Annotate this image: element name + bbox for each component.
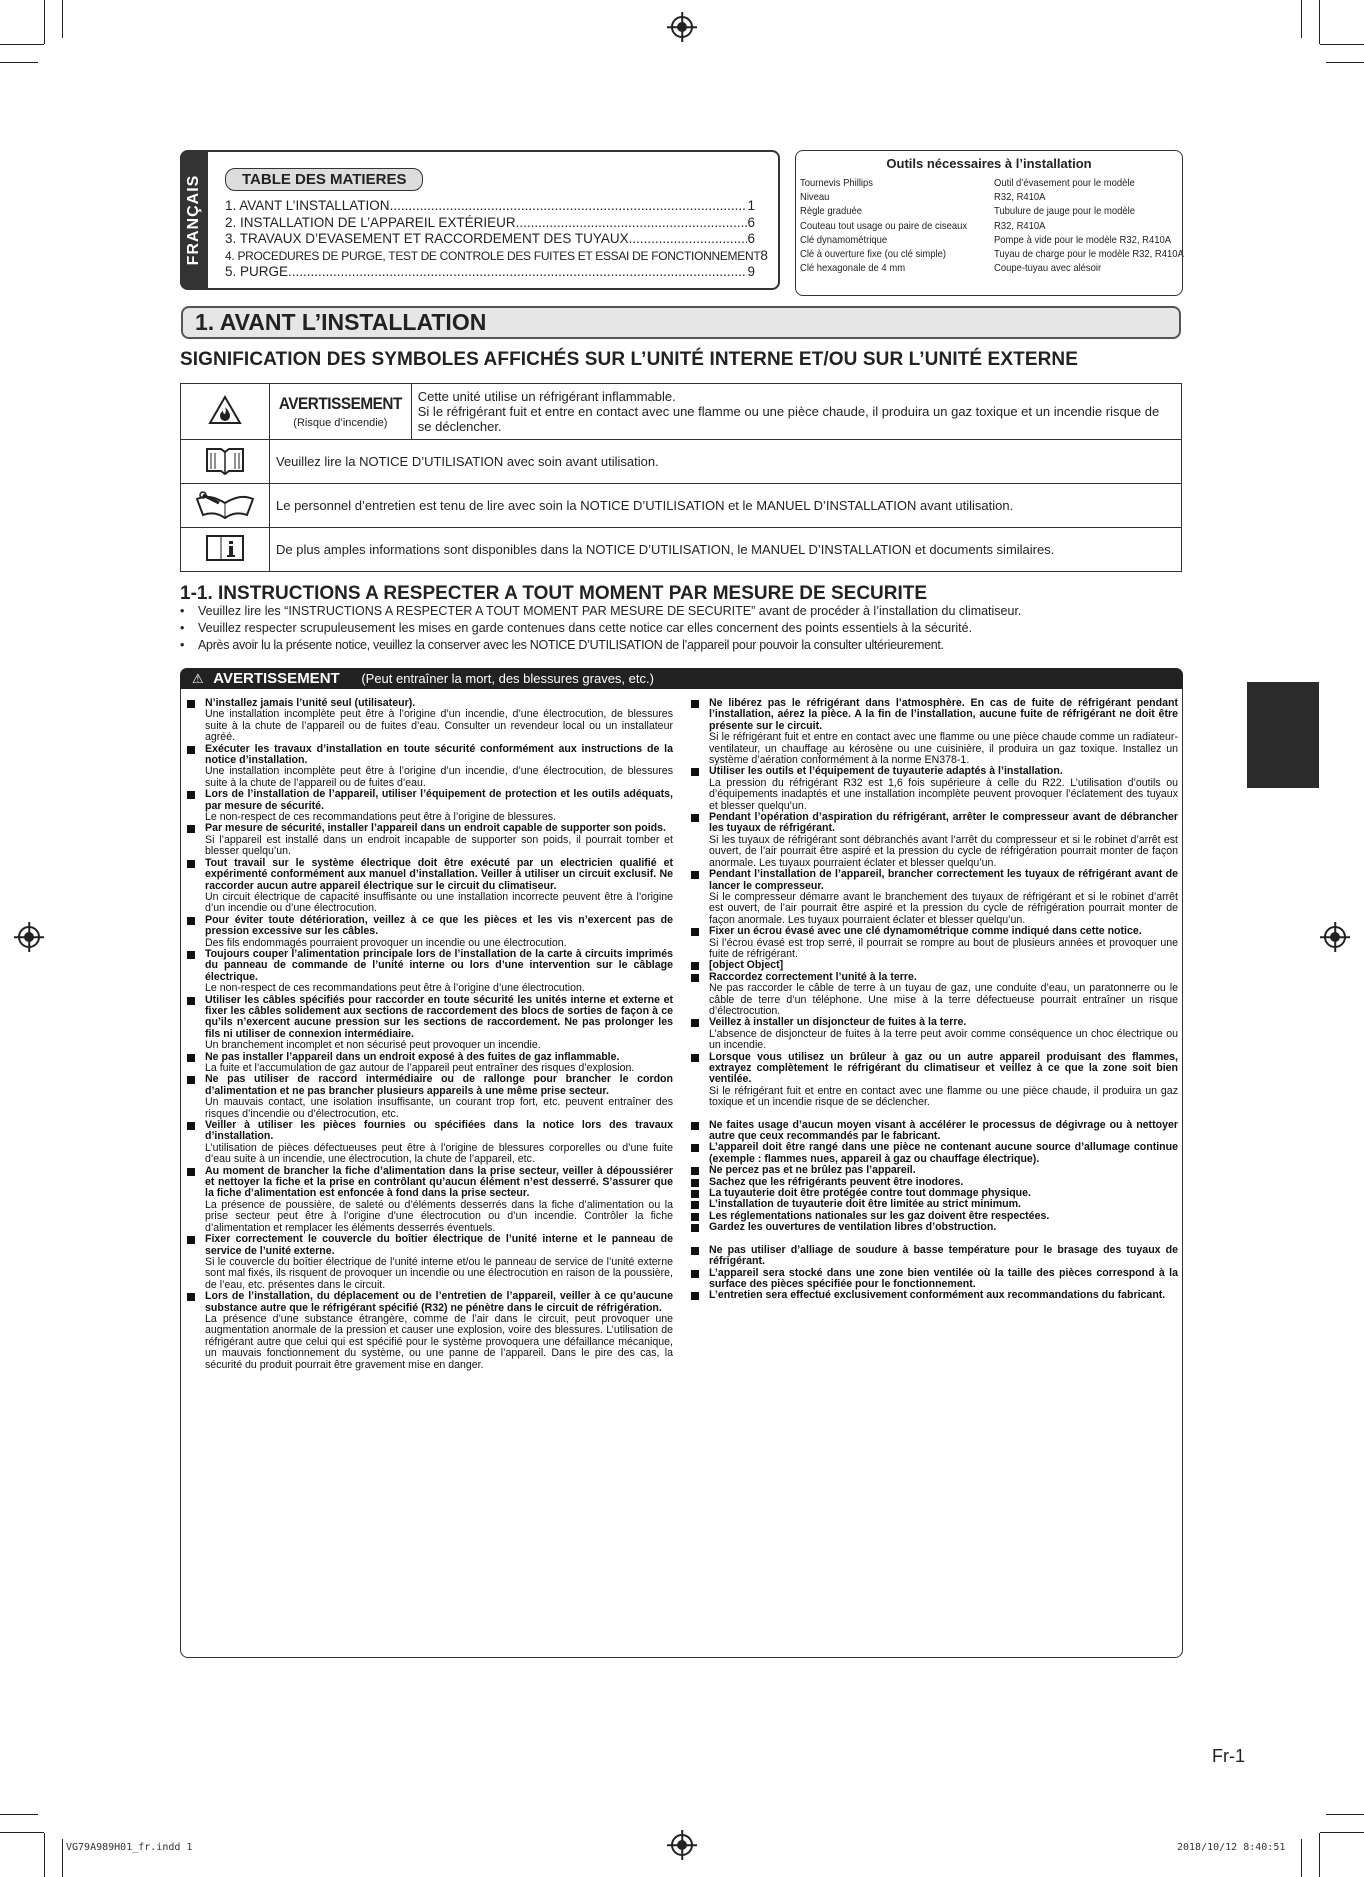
toc-item[interactable]: 4. PROCEDURES DE PURGE, TEST DE CONTROLE DES FUITES ET ESSAI DE FONCTIONNEMENT 8 xyxy=(225,247,768,263)
toc-item[interactable]: 3. TRAVAUX D’EVASEMENT ET RACCORDEMENT DES TUYAUX ..... 6 xyxy=(225,231,755,248)
list-item xyxy=(185,1052,673,1075)
info-icon xyxy=(181,528,270,572)
section-subtitle: SIGNIFICATION DES SYMBOLES AFFICHÉS SUR L’UNITÉ INTERNE ET/OU SUR L’UNITÉ EXTERNE xyxy=(180,349,1079,370)
warning-item-text: Si le réfrigérant fuit et entre en contact avec une flamme ou une pièce chaude, il produira un gaz toxique et un incendie risque de se déclencher. xyxy=(709,1084,1178,1109)
crop-mark xyxy=(1320,1832,1364,1833)
warning-item-heading: Veiller à utiliser les pièces fournies ou spécifiées dans la notice lors des travaux d’installation. xyxy=(205,1119,673,1143)
warning-item-heading: Les réglementations nationales sur les gaz doivent être respectées. xyxy=(709,1209,1050,1222)
instruction-bullets xyxy=(180,603,1190,654)
tools-title: Outils nécessaires à l’installation xyxy=(886,156,1092,171)
list-item xyxy=(689,812,1178,869)
warning-item-heading: Pour éviter toute détérioration, veillez à ce que les pièces et les vis n’exercent pas de pression excessive sur les câbles. xyxy=(205,913,673,938)
warning-item-heading: L’appareil sera stocké dans une zone bien ventilée où la taille des pièces correspond à la surface des pièces spécifiée pour le fonctionnement. xyxy=(709,1266,1178,1290)
warning-item-heading: Ne faites usage d’aucun moyen visant à accélérer le processus de dégivrage ou à nettoyer autre que ceux recommandés par le fabricant. xyxy=(709,1118,1178,1143)
list-item xyxy=(689,698,1178,766)
list-item xyxy=(689,926,1178,960)
toc-list xyxy=(225,198,768,281)
list-item xyxy=(185,1120,673,1166)
list-item xyxy=(185,949,673,995)
warning-item-text: Un circuit électrique de capacité insuffisante ou une installation incorrecte peuvent être à l’origine d’un incendie ou d’une électrocution. xyxy=(205,890,673,915)
list-item xyxy=(185,823,673,857)
list-item xyxy=(185,995,673,1052)
warning-item-heading: Au moment de brancher la fiche d’alimentation dans la prise secteur, veiller à dépoussiérer et nettoyer la fiche et la prise en contrôlant qu’aucun élément n’est desserré. S’assurer que la fiche d’alimentation est enfoncée à fond dans la prise secteur. xyxy=(205,1164,673,1200)
list-item xyxy=(185,1166,673,1234)
warning-item-text: Des fils endommagés pourraient provoquer un incendie ou une électrocution. xyxy=(205,936,567,949)
list-item xyxy=(185,789,673,823)
warning-item-text: Un mauvais contact, une isolation insuffisante, un courant trop fort, etc. peuvent entraîner des risques d’incendie ou d’électrocution, etc. xyxy=(205,1096,673,1120)
warning-item-heading: Par mesure de sécurité, installer l’appareil dans un endroit capable de supporter son poids. xyxy=(205,822,666,835)
footer-datetime: 2018/10/12 8:40:51 xyxy=(1177,1842,1286,1853)
list-item: • Après avoir lu la présente notice, veuillez la conserver avec les NOTICE D’UTILISATION de l’appareil pour pouvoir la consulter ultérieurement. xyxy=(180,637,1190,654)
warning-item-heading: Gardez les ouvertures de ventilation libres d’obstruction. xyxy=(709,1221,997,1234)
warning-item-heading: Fixer correctement le couvercle du boîtier électrique de l’unité interne et le panneau de service de l’unité externe. xyxy=(205,1233,673,1257)
warning-item-heading: Fixer un écrou évasé avec une clé dynamométrique comme indiqué dans cette notice. xyxy=(709,925,1142,938)
warning-item-text: L’utilisation de pièces défectueuses peut être à l’origine de blessures corporelles ou d’une fuite d’eau suite à un incendie, une électrocution, la chute de l’appareil, etc. xyxy=(205,1141,673,1166)
list-item xyxy=(689,1120,1178,1143)
registration-mark-icon xyxy=(18,926,40,948)
symbols-table xyxy=(180,383,1182,572)
crop-mark xyxy=(0,62,38,63)
warning-item-text: La fuite et l’accumulation de gaz autour de l’appareil peut entraîner des risques d’explosion. xyxy=(205,1062,635,1074)
warning-item-text: Le non-respect de ces recommandations peut être à l’origine de blessures. xyxy=(205,811,556,824)
warning-item-heading: Tout travail sur le système électrique doit être exécuté par un electricien qualifié et expérimenté conformément aux manuel d’installation. Veiller à utiliser un circuit exclusif. Ne raccorder aucun autre appareil électrique sur le circuit du climatiseur. xyxy=(205,856,673,892)
crop-mark xyxy=(0,1832,44,1833)
crop-mark xyxy=(62,0,63,38)
warning-item-heading: Lors de l’installation de l’appareil, utiliser l’équipement de protection et les outils adéquats, par mesure de sécurité. xyxy=(205,788,673,812)
warning-left-column xyxy=(185,698,673,1371)
list-item xyxy=(689,1245,1178,1268)
registration-mark-icon xyxy=(671,1834,693,1856)
warning-item-text: Le non-respect de ces recommandations peut être à l’origine d’une électrocution. xyxy=(205,982,585,995)
warning-item-text: La pression du réfrigérant R32 est 1,6 fois supérieure à celle du R22. L’utilisation d’outils ou d’équipements inadaptés et une installation incomplète peuvent provoquer l’éclatement des tuyaux et blesser quelqu’un. xyxy=(709,776,1178,812)
warning-item-heading: Utiliser les câbles spécifiés pour raccorder en toute sécurité les unités interne et externe et fixer les câbles solidement aux sections de raccordement des blocs de sorties de façon à ce qu’ils n’exercent aucune pression sur les sections de raccordement. Ne pas prolonger les fils ni utiliser de connexion intermédiaire. xyxy=(205,993,673,1040)
warning-item-heading: [object Object] xyxy=(709,959,784,972)
toc-item[interactable]: 1. AVANT L’INSTALLATION ..... 1 xyxy=(225,198,755,215)
list-item xyxy=(185,1291,673,1371)
tools-right-list: Outil d’évasement pour le modèle R32, R410A Tubulure de jauge pour le modèle R32, R410A Pompe à vide pour le modèle R32, R410A Tuyau de charge pour le modèle R32, R410A Coupe-tuyau avec alésoir xyxy=(994,177,1184,275)
warning-item-text: Si le réfrigérant fuit et entre en contact avec une flamme ou une pièce chaude comme un radiateur-ventilateur, un chauffage au kérosène ou une cuisinière, il produira un gaz toxique. Installez un système d’aération conformément à la norme EN378-1. xyxy=(709,731,1178,767)
list-item xyxy=(689,1052,1178,1109)
chapter-tab xyxy=(1247,682,1319,788)
warning-item-text: Si l’appareil est installé dans un endroit incapable de supporter son poids, il pourrait tomber et blesser quelqu’un. xyxy=(205,833,673,858)
warning-item-heading: Ne pas utiliser de raccord intermédiaire ou de rallonge pour brancher le cordon d’alimentation et ne pas brancher plusieurs appareils à une même prise secteur. xyxy=(205,1073,673,1097)
crop-mark xyxy=(1320,44,1364,45)
crop-mark xyxy=(0,44,44,45)
list-item xyxy=(689,869,1178,926)
crop-mark xyxy=(44,0,45,44)
crop-mark xyxy=(1319,1833,1320,1877)
list-item xyxy=(185,1234,673,1291)
warning-item-heading: Lorsque vous utilisez un brûleur à gaz ou un autre appareil produisant des flammes, extrayez complètement le réfrigérant du climatiseur et veillez à ce que la zone soit bien ventilée. xyxy=(709,1050,1178,1086)
symbol-row-text: Veuillez lire la NOTICE D’UTILISATION avec soin avant utilisation. xyxy=(270,440,1182,484)
warning-item-text: Si le compresseur démarre avant le branchement des tuyaux de réfrigérant et si le robinet d’arrêt est ouvert, de l’air pourrait être aspiré et la pression du cycle de réfrigération pourrait monter de façon anormale. Les tuyaux pourraient éclater et blesser quelqu’un. xyxy=(709,890,1178,926)
warning-item-heading: Ne pas utiliser d’alliage de soudure à basse température pour le brasage des tuyaux de réfrigérant. xyxy=(709,1243,1178,1268)
list-item xyxy=(689,1222,1178,1233)
list-item: • Veuillez lire les “INSTRUCTIONS A RESPECTER A TOUT MOMENT PAR MESURE DE SECURITE” avant de procéder à l’installation du climatiseur. xyxy=(180,603,1190,620)
warning-item-heading: Ne pas installer l’appareil dans un endroit exposé à des fuites de gaz inflammable. xyxy=(205,1050,620,1063)
toc-item[interactable]: 5. PURGE ..... 9 xyxy=(225,264,755,281)
flame-warning-icon xyxy=(181,384,270,440)
symbol-row-text: De plus amples informations sont disponibles dans la NOTICE D’UTILISATION, le MANUEL D’INSTALLATION et documents similaires. xyxy=(270,528,1182,572)
warning-item-heading: Raccordez correctement l’unité à la terre. xyxy=(709,970,917,983)
manual-icon xyxy=(181,440,270,484)
tools-left-list: Tournevis Phillips Niveau Règle graduée Couteau tout usage ou paire de ciseaux Clé dynamométrique Clé à ouverture fixe (ou clé simple) Clé hexagonale de 4 mm xyxy=(800,177,968,275)
crop-mark xyxy=(1326,1814,1364,1815)
list-item xyxy=(185,698,673,744)
list-item: • Veuillez respecter scrupuleusement les mises en garde contenues dans cette notice car elles concernent des points essentiels à la sécurité. xyxy=(180,620,1190,637)
crop-mark xyxy=(44,1833,45,1877)
list-item xyxy=(689,972,1178,1018)
registration-mark-icon xyxy=(671,16,693,38)
warning-item-text: Si le couvercle du boîtier électrique de l’unité interne et/ou le panneau de service de l’unité externe sont mal fixés, ils risquent de provoquer un incendie ou une électrocution en raison de la poussière, de l’eau, etc. présentes dans le circuit. xyxy=(205,1255,673,1291)
warning-header-label: AVERTISSEMENT xyxy=(213,670,340,687)
warning-item-heading: Ne percez pas et ne brûlez pas l’appareil. xyxy=(709,1164,916,1177)
footer-file: VG79A989H01_fr.indd 1 xyxy=(66,1842,193,1853)
list-item xyxy=(185,744,673,790)
warning-item-text: Une installation incomplète peut être à l’origine d’un incendie, d’une électrocution, de blessures suite à la chute de l’appareil ou de fuites d’eau. Consulter un revendeur local ou un installateur agréé. xyxy=(205,708,673,744)
toc-title: TABLE DES MATIERES xyxy=(225,168,423,191)
warning-item-heading: L’appareil doit être rangé dans une pièce ne contenant aucune source d’allumage continue (exemple : flammes nues, appareil à gaz ou chauffage électrique). xyxy=(709,1141,1178,1165)
list-item xyxy=(185,915,673,949)
crop-mark xyxy=(1326,62,1364,63)
section-heading: 1. AVANT L’INSTALLATION xyxy=(181,306,1181,339)
language-tab xyxy=(180,150,208,290)
warning-item-heading: L’installation de tuyauterie doit être limitée au strict minimum. xyxy=(709,1198,1021,1211)
warning-right-column xyxy=(689,698,1178,1302)
warning-item-text: La présence de poussière, de saleté ou d’éléments desserrés dans la fiche d’alimentation ou la prise secteur peut être à l’origine d’une électrocution ou d’un incendie. Contrôler la fiche d’alimentation et remplacer les éléments desserrés éventuels. xyxy=(205,1198,673,1234)
warning-item-heading: Utiliser les outils et l’équipement de tuyauterie adaptés à l’installation. xyxy=(709,765,1063,778)
crop-mark xyxy=(62,1839,63,1877)
warning-item-text: La présence d’une substance étrangère, comme de l’air dans le circuit, peut provoquer une augmentation anormale de la pression et causer une explosion, voire des blessures. L’utilisation de réfrigérant autre que celui qui est spécifié pour le système provoquera une défaillance mécanique, un mauvais fonctionnement du système, ou une panne de l’appareil. Dans le pire des cas, la sécurité du produit pourrait être gravement mise en danger. xyxy=(205,1312,673,1371)
warning-item-heading: Sachez que les réfrigérants peuvent être inodores. xyxy=(709,1175,964,1188)
warning-item-text: Un branchement incomplet et non sécurisé peut provoquer un incendie. xyxy=(205,1039,541,1052)
list-item xyxy=(689,1142,1178,1165)
list-item xyxy=(689,766,1178,812)
list-item xyxy=(185,858,673,915)
warning-item-heading: Pendant l’opération d’aspiration du réfrigérant, arrêter le compresseur avant de débrancher les tuyaux de réfrigérant. xyxy=(709,811,1178,835)
warning-item-text: Une installation incomplète peut être à l’origine d’un incendie, d’une électrocution, de blessures suite à la chute de l’appareil ou de fuites d’eau. xyxy=(205,765,673,789)
warning-item-text: Si l’écrou évasé est trop serré, il pourrait se rompre au bout de plusieurs années et provoquer une fuite de réfrigérant. xyxy=(709,936,1178,960)
warning-item-text: Si les tuyaux de réfrigérant sont débranchés avant l’arrêt du compresseur et si le robinet d’arrêt est ouvert, de l’air pourrait être aspiré et la pression du cycle de réfrigération pourrait monter de façon anormale. Les tuyaux pourraient éclater et blesser quelqu’un. xyxy=(709,833,1178,869)
list-item xyxy=(689,1268,1178,1291)
service-manual-icon xyxy=(181,484,270,528)
warning-item-text: Ne pas raccorder le câble de terre à un tuyau de gaz, une conduite d’eau, un paratonnerre ou le câble de terre d’un téléphone. Une mise à la terre défectueuse pourrait entraîner un risque d’électrocution. xyxy=(709,982,1178,1017)
language-label: FRANÇAIS xyxy=(185,174,202,266)
list-item xyxy=(185,1074,673,1120)
warning-item-heading: La tuyauterie doit être protégée contre tout dommage physique. xyxy=(709,1187,1031,1200)
registration-mark-icon xyxy=(1324,926,1346,948)
warning-item-heading: N’installez jamais l’unité seul (utilisateur). xyxy=(205,697,416,709)
warning-text: Cette unité utilise un réfrigérant inflammable. Si le réfrigérant fuit et entre en contact avec une flamme ou une pièce chaude, il produira un gaz toxique et un incendie risque de se déclencher. xyxy=(411,384,1181,440)
warning-item-heading: Toujours couper l’alimentation principale lors de l’installation de la carte à circuits imprimés du panneau de commande de l’unité interne ou lors d’une intervention sur le câblage électrique. xyxy=(205,947,673,983)
warning-item-heading: Veillez à installer un disjoncteur de fuites à la terre. xyxy=(709,1016,967,1029)
warning-header-sub: (Peut entraîner la mort, des blessures graves, etc.) xyxy=(361,671,654,686)
warning-item-text: L’absence de disjoncteur de fuites à la terre peut avoir comme conséquence un choc électrique ou un incendie. xyxy=(709,1027,1178,1052)
warning-item-heading: Lors de l’installation, du déplacement ou de l’entretien de l’appareil, veiller à ce qu’aucune substance autre que le réfrigérant spécifié (R32) ne pénètre dans le circuit de réfrigération. xyxy=(205,1290,673,1314)
crop-mark xyxy=(0,1814,38,1815)
toc-item[interactable]: 2. INSTALLATION DE L’APPAREIL EXTÉRIEUR ..... 6 xyxy=(225,215,755,232)
crop-mark xyxy=(1319,0,1320,44)
warning-label-cell: AVERTISSEMENT (Risque d’incendie) xyxy=(270,384,412,440)
warning-header xyxy=(180,668,1183,689)
warning-item-heading: Ne libérez pas le réfrigérant dans l’atmosphère. En cas de fuite de réfrigérant pendant l’installation, aérez la pièce. A la fin de l’installation, aucune fuite de réfrigérant ne doit être présente sur le circuit. xyxy=(709,697,1178,732)
warning-triangle-icon: ⚠ xyxy=(192,671,204,686)
symbol-row-text: Le personnel d’entretien est tenu de lire avec soin la NOTICE D’UTILISATION et le MANUEL D’INSTALLATION avant utilisation. xyxy=(270,484,1182,528)
warning-item-heading: Exécuter les travaux d’installation en toute sécurité conformément aux instructions de la notice d’installation. xyxy=(205,742,673,767)
warning-item-heading: L’entretien sera effectué exclusivement conformément aux recommandations du fabricant. xyxy=(709,1289,1166,1302)
crop-mark xyxy=(1301,0,1302,38)
list-item xyxy=(689,1017,1178,1051)
list-item xyxy=(689,1290,1178,1301)
crop-mark xyxy=(1301,1839,1302,1877)
section-1-1-title: 1-1. INSTRUCTIONS A RESPECTER A TOUT MOMENT PAR MESURE DE SECURITE xyxy=(180,583,928,604)
warning-item-heading: Pendant l’installation de l’appareil, brancher correctement les tuyaux de réfrigérant avant de lancer le compresseur. xyxy=(709,868,1178,892)
page-number: Fr-1 xyxy=(1212,1746,1245,1766)
